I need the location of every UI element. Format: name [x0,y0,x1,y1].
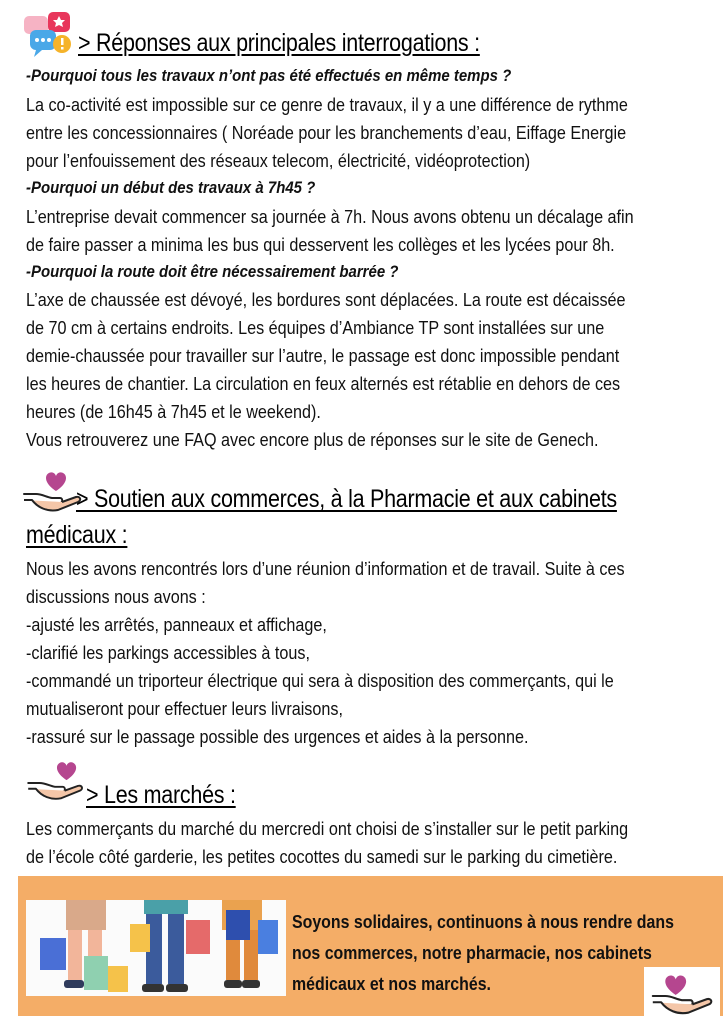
answer-3-line: heures (de 16h45 à 7h45 et le weekend). [26,401,321,422]
section-2-line: Nous les avons rencontrés lors d’une réunion d’information et de travail. Suite à ces [26,558,625,579]
section-2-line: discussions nous avons : [26,586,206,607]
answer-2-line: L’entreprise devait commencer sa journée à 7h. Nous avons obtenu un décalage afin [26,206,634,227]
answer-3 [26,286,716,454]
chat-bubbles-icon [22,10,74,58]
heart-hand-icon [22,470,84,518]
section-3-line: de l’école côté garderie, les petites cocottes du samedi sur le parking du cimetière. [26,846,618,867]
heart-hand-icon [650,971,716,1021]
question-2: -Pourquoi un début des travaux à 7h45 ? [26,178,316,197]
section-title-soutien-line2: médicaux : [26,521,128,549]
corner-icon-box [644,967,720,1025]
question-3: -Pourquoi la route doit être nécessairement barrée ? [26,262,399,281]
answer-3-line: L’axe de chaussée est dévoyé, les bordures sont déplacées. La route est décaissée [26,289,626,310]
answer-2 [26,203,716,259]
banner-message [292,906,705,999]
answer-2-line: de faire passer a minima les bus qui desservent les collèges et les lycées pour 8h. [26,234,615,255]
answer-1 [26,91,716,175]
section-title-reponses: > Réponses aux principales interrogations : [78,29,480,57]
answer-3-line: Vous retrouverez une FAQ avec encore plus de réponses sur le site de Genech. [26,429,599,450]
shoppers-illustration [26,900,286,996]
section-3-body [26,815,716,871]
question-1: -Pourquoi tous les travaux n’ont pas été effectués en même temps ? [26,66,512,85]
answer-1-line: pour l’enfouissement des réseaux telecom, électricité, vidéoprotection) [26,150,531,171]
section-3-line: Les commerçants du marché du mercredi ont choisi de s’installer sur le petit parking [26,818,629,839]
banner-line: nos commerces, notre pharmacie, nos cabinets [292,942,652,963]
section-2-line: -clarifié les parkings accessibles à tous, [26,642,310,663]
section-2-line: mutualiseront pour effectuer leurs livraisons, [26,698,343,719]
banner-line: médicaux et nos marchés. [292,973,491,994]
section-2-line: -commandé un triporteur électrique qui sera à disposition des commerçants, qui le [26,670,614,691]
answer-1-line: La co-activité est impossible sur ce genre de travaux, il y a une différence de rythme [26,94,628,115]
section-2-line: -ajusté les arrêtés, panneaux et affichage, [26,614,327,635]
banner-line: Soyons solidaires, continuons à nous rendre dans [292,911,674,932]
answer-3-line: demie-chaussée pour travailler sur l’autre, le passage est donc impossible pendant [26,345,620,366]
answer-3-line: de 70 cm à certains endroits. Les équipes d’Ambiance TP sont installées sur une [26,317,605,338]
answer-1-line: entre les concessionnaires ( Noréade pour les branchements d’eau, Eiffage Energie [26,122,627,143]
section-title-marches: > Les marchés : [86,781,236,809]
section-2-body [26,555,716,751]
section-2-line: -rassuré sur le passage possible des urgences et aides à la personne. [26,726,529,747]
section-title-soutien: > Soutien aux commerces, à la Pharmacie et aux cabinets [76,485,617,513]
answer-3-line: les heures de chantier. La circulation en feux alternés est rétablie en dehors de ces [26,373,621,394]
heart-hand-icon [26,760,86,806]
